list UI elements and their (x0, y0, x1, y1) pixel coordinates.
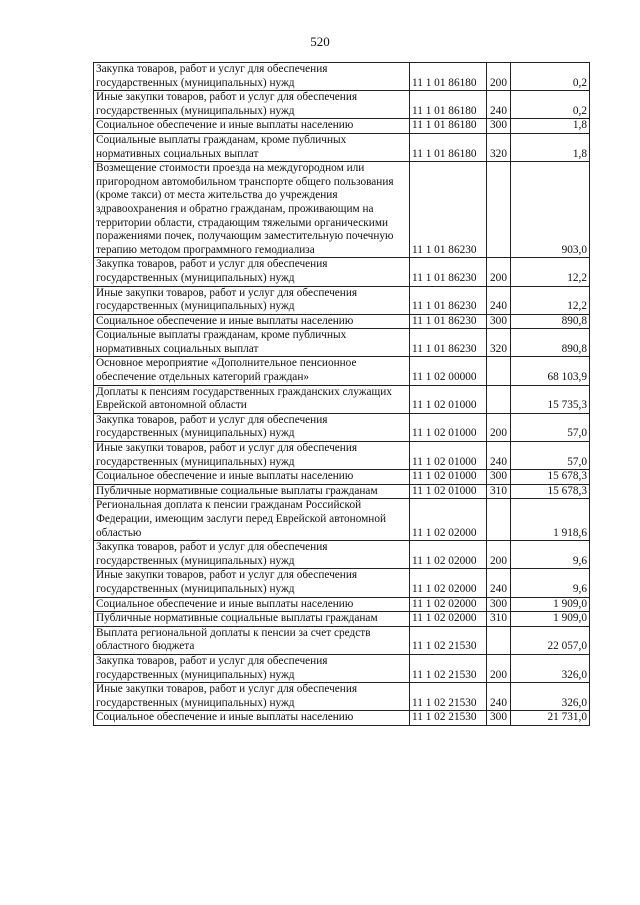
row-vr (487, 499, 511, 541)
table-row (94, 357, 590, 385)
table-row (94, 654, 590, 682)
row-name-cell (94, 597, 410, 612)
row-name: Иные закупки товаров, работ и услуг для обеспечения государственных (муниципальных) нужд (96, 286, 358, 313)
row-amount: 68 103,9 (511, 357, 590, 385)
row-amount: 890,8 (511, 329, 590, 357)
row-amount: 57,0 (511, 442, 590, 470)
row-vr: 240 (487, 91, 511, 119)
row-name: Социальное обеспечение и иные выплаты населению (96, 314, 354, 327)
row-vr: 200 (487, 63, 511, 91)
row-name: Закупка товаров, работ и услуг для обеспечения государственных (муниципальных) нужд (96, 541, 328, 567)
row-code: 11 1 01 86230 (410, 162, 487, 258)
row-vr: 240 (487, 569, 511, 597)
row-vr: 300 (487, 597, 511, 612)
row-name: Социальные выплаты гражданам, кроме публичных нормативных социальных выплат (96, 133, 347, 160)
row-name-cell (94, 499, 410, 541)
table-row (94, 329, 590, 357)
table-row (94, 286, 590, 314)
row-name: Социальное обеспечение и иные выплаты населению (96, 597, 354, 610)
row-amount: 890,8 (511, 314, 590, 329)
row-code: 11 1 01 86180 (410, 119, 487, 134)
row-name-cell (94, 683, 410, 711)
table-row (94, 683, 590, 711)
row-name-cell (94, 413, 410, 441)
table-row (94, 91, 590, 119)
budget-table (93, 62, 590, 726)
row-vr: 310 (487, 612, 511, 627)
row-name-cell (94, 133, 410, 161)
row-code: 11 1 02 02000 (410, 541, 487, 569)
row-name: Закупка товаров, работ и услуг для обеспечения государственных (муниципальных) нужд (96, 654, 328, 681)
row-vr: 240 (487, 442, 511, 470)
row-name: Основное мероприятие «Дополнительное пенсионное обеспечение отдельных категорий граждан» (96, 357, 357, 384)
row-code: 11 1 02 02000 (410, 597, 487, 612)
row-code: 11 1 02 01000 (410, 413, 487, 441)
row-vr (487, 162, 511, 258)
row-vr: 300 (487, 711, 511, 726)
row-vr (487, 357, 511, 385)
table-row (94, 470, 590, 485)
table-row (94, 162, 590, 258)
table-row (94, 612, 590, 627)
page-number: 520 (310, 34, 330, 49)
row-code: 11 1 02 01000 (410, 385, 487, 413)
row-name-cell (94, 258, 410, 286)
table-row (94, 133, 590, 161)
table-row (94, 63, 590, 91)
row-code: 11 1 02 02000 (410, 569, 487, 597)
row-name-cell (94, 711, 410, 726)
table-row (94, 711, 590, 726)
row-amount: 0,2 (511, 91, 590, 119)
row-vr: 200 (487, 541, 511, 569)
row-code: 11 1 01 86230 (410, 314, 487, 329)
row-amount: 0,2 (511, 63, 590, 91)
table-row (94, 442, 590, 470)
row-name-cell (94, 119, 410, 134)
table-row (94, 499, 590, 541)
table-row (94, 119, 590, 134)
row-amount: 326,0 (511, 683, 590, 711)
row-code: 11 1 01 86230 (410, 286, 487, 314)
table-row (94, 569, 590, 597)
row-code: 11 1 02 21530 (410, 711, 487, 726)
row-name: Закупка товаров, работ и услуг для обеспечения государственных (муниципальных) нужд (96, 63, 328, 89)
row-code: 11 1 02 02000 (410, 612, 487, 627)
row-amount: 15 678,3 (511, 484, 590, 499)
row-amount: 15 678,3 (511, 470, 590, 485)
row-name: Социальное обеспечение и иные выплаты населению (96, 119, 354, 132)
row-name-cell (94, 286, 410, 314)
row-name-cell (94, 329, 410, 357)
row-vr: 200 (487, 413, 511, 441)
row-name-cell (94, 442, 410, 470)
table-row (94, 597, 590, 612)
row-vr (487, 626, 511, 654)
row-vr: 300 (487, 119, 511, 134)
row-code: 11 1 02 01000 (410, 484, 487, 499)
row-code: 11 1 02 01000 (410, 470, 487, 485)
row-name-cell (94, 357, 410, 385)
row-name-cell (94, 654, 410, 682)
table-row (94, 541, 590, 569)
table-row (94, 258, 590, 286)
table-row (94, 484, 590, 499)
row-name-cell (94, 569, 410, 597)
row-name: Иные закупки товаров, работ и услуг для обеспечения государственных (муниципальных) нужд (96, 683, 358, 709)
row-name-cell (94, 162, 410, 258)
row-amount: 57,0 (511, 413, 590, 441)
row-code: 11 1 01 86180 (410, 63, 487, 91)
table-row (94, 626, 590, 654)
row-name: Региональная доплата к пенсии гражданам Российской Федерации, имеющим заслуги перед Еврейской автономной областью (96, 499, 387, 539)
row-amount: 1 909,0 (511, 597, 590, 612)
row-amount: 21 731,0 (511, 711, 590, 726)
row-name-cell (94, 91, 410, 119)
row-amount: 1 918,6 (511, 499, 590, 541)
row-amount: 9,6 (511, 569, 590, 597)
row-vr: 200 (487, 654, 511, 682)
row-name: Закупка товаров, работ и услуг для обеспечения государственных (муниципальных) нужд (96, 413, 328, 440)
row-amount: 9,6 (511, 541, 590, 569)
row-name: Выплата региональной доплаты к пенсии за счет средств областного бюджета (96, 626, 371, 653)
row-name-cell (94, 484, 410, 499)
row-name: Социальное обеспечение и иные выплаты населению (96, 470, 354, 483)
row-code: 11 1 01 86230 (410, 258, 487, 286)
row-name-cell (94, 63, 410, 91)
row-code: 11 1 02 01000 (410, 442, 487, 470)
row-code: 11 1 02 21530 (410, 626, 487, 654)
row-vr: 320 (487, 133, 511, 161)
table-row (94, 413, 590, 441)
row-vr: 310 (487, 484, 511, 499)
row-code: 11 1 02 21530 (410, 683, 487, 711)
row-name: Доплаты к пенсиям государственных гражданских служащих Еврейской автономной области (96, 385, 392, 412)
row-name-cell (94, 626, 410, 654)
row-name: Закупка товаров, работ и услуг для обеспечения государственных (муниципальных) нужд (96, 258, 328, 284)
row-vr: 200 (487, 258, 511, 286)
row-amount: 12,2 (511, 258, 590, 286)
row-amount: 22 057,0 (511, 626, 590, 654)
row-name-cell (94, 541, 410, 569)
row-code: 11 1 02 00000 (410, 357, 487, 385)
row-name: Иные закупки товаров, работ и услуг для обеспечения государственных (муниципальных) нужд (96, 442, 358, 468)
row-name: Социальные выплаты гражданам, кроме публичных нормативных социальных выплат (96, 329, 347, 355)
table-row (94, 314, 590, 329)
row-name-cell (94, 470, 410, 485)
row-name: Иные закупки товаров, работ и услуг для обеспечения государственных (муниципальных) нужд (96, 569, 358, 595)
row-name-cell (94, 385, 410, 413)
row-amount: 326,0 (511, 654, 590, 682)
table-row (94, 385, 590, 413)
row-vr: 320 (487, 329, 511, 357)
row-amount: 12,2 (511, 286, 590, 314)
row-name: Иные закупки товаров, работ и услуг для обеспечения государственных (муниципальных) нужд (96, 91, 358, 117)
row-code: 11 1 02 02000 (410, 499, 487, 541)
row-code: 11 1 01 86230 (410, 329, 487, 357)
row-amount: 1 909,0 (511, 612, 590, 627)
row-vr: 240 (487, 286, 511, 314)
row-amount: 1,8 (511, 133, 590, 161)
row-code: 11 1 01 86180 (410, 133, 487, 161)
row-code: 11 1 01 86180 (410, 91, 487, 119)
row-name: Публичные нормативные социальные выплаты гражданам (96, 612, 378, 625)
row-amount: 903,0 (511, 162, 590, 258)
row-code: 11 1 02 21530 (410, 654, 487, 682)
row-name: Социальное обеспечение и иные выплаты населению (96, 711, 354, 724)
budget-table-body (94, 63, 590, 726)
row-name-cell (94, 314, 410, 329)
row-vr (487, 385, 511, 413)
row-name-cell (94, 612, 410, 627)
row-vr: 240 (487, 683, 511, 711)
row-vr: 300 (487, 314, 511, 329)
row-amount: 15 735,3 (511, 385, 590, 413)
row-vr: 300 (487, 470, 511, 485)
row-name: Возмещение стоимости проезда на междугородном или пригородном автомобильном транспорте общего пользования (кроме такси) от места жительства до учреждения здравоохранения и обратно гражданам, проживающим на территории области, страдающим тяжелыми органическими поражениями почек, получающим заместительную почечную терапию методом программного гемодиализа (96, 162, 394, 256)
row-name: Публичные нормативные социальные выплаты гражданам (96, 484, 378, 497)
row-amount: 1,8 (511, 119, 590, 134)
